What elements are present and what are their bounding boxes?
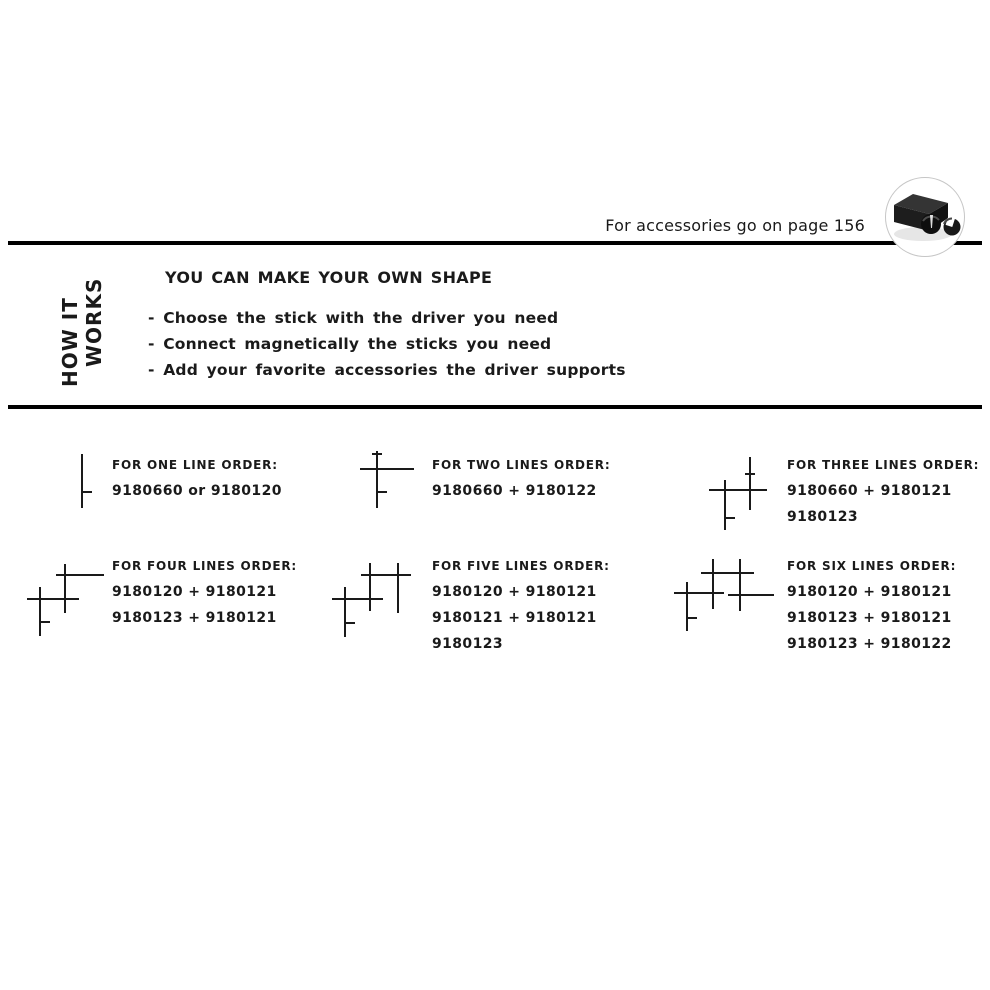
- order-section-six-lines: [672, 549, 982, 652]
- order-section-one-line: [20, 448, 330, 548]
- order-section-five-lines: [330, 549, 640, 652]
- order-code: 9180123 + 9180122: [787, 636, 952, 652]
- section-title: FOR TWO LINES ORDER:: [432, 458, 611, 472]
- instruction-item: - Add your favorite accessories the driver supports: [148, 361, 626, 379]
- section-title: FOR FIVE LINES ORDER:: [432, 559, 610, 573]
- four-lines-diagram-icon: [25, 556, 110, 641]
- order-code: 9180123: [787, 509, 858, 525]
- accessory-photo: [885, 177, 965, 257]
- how-it-works-line1: HOW IT: [58, 297, 82, 387]
- top-divider: [8, 241, 982, 245]
- order-code: 9180121 + 9180121: [432, 610, 597, 626]
- section-title: FOR ONE LINE ORDER:: [112, 458, 278, 472]
- six-lines-diagram-icon: [673, 556, 778, 636]
- accessory-photo-illustration: [886, 178, 964, 256]
- order-section-three-lines: [672, 448, 982, 548]
- headline: YOU CAN MAKE YOUR OWN SHAPE: [165, 268, 493, 287]
- order-code: 9180123: [432, 636, 503, 652]
- order-code: 9180123 + 9180121: [787, 610, 952, 626]
- two-lines-diagram-icon: [358, 448, 418, 512]
- instruction-item: - Connect magnetically the sticks you need: [148, 335, 552, 353]
- order-code: 9180660 or 9180120: [112, 483, 282, 499]
- bottom-divider: [8, 405, 982, 409]
- section-title: FOR FOUR LINES ORDER:: [112, 559, 297, 573]
- section-title: FOR SIX LINES ORDER:: [787, 559, 957, 573]
- instruction-item: - Choose the stick with the driver you need: [148, 309, 559, 327]
- order-code: 9180120 + 9180121: [432, 584, 597, 600]
- order-code: 9180660 + 9180121: [787, 483, 952, 499]
- section-title: FOR THREE LINES ORDER:: [787, 458, 980, 472]
- how-it-works-line2: WORKS: [82, 277, 106, 367]
- accessories-note: For accessories go on page 156: [605, 216, 865, 235]
- order-section-four-lines: [20, 549, 330, 649]
- instructions-list: [148, 305, 626, 383]
- order-section-two-lines: [330, 448, 640, 548]
- order-code: 9180660 + 9180122: [432, 483, 597, 499]
- one-line-diagram-icon: [75, 451, 100, 513]
- three-lines-diagram-icon: [705, 448, 775, 533]
- how-it-works-label: [58, 261, 106, 387]
- order-code: 9180120 + 9180121: [112, 584, 277, 600]
- order-code: 9180120 + 9180121: [787, 584, 952, 600]
- five-lines-diagram-icon: [331, 556, 416, 644]
- order-code: 9180123 + 9180121: [112, 610, 277, 626]
